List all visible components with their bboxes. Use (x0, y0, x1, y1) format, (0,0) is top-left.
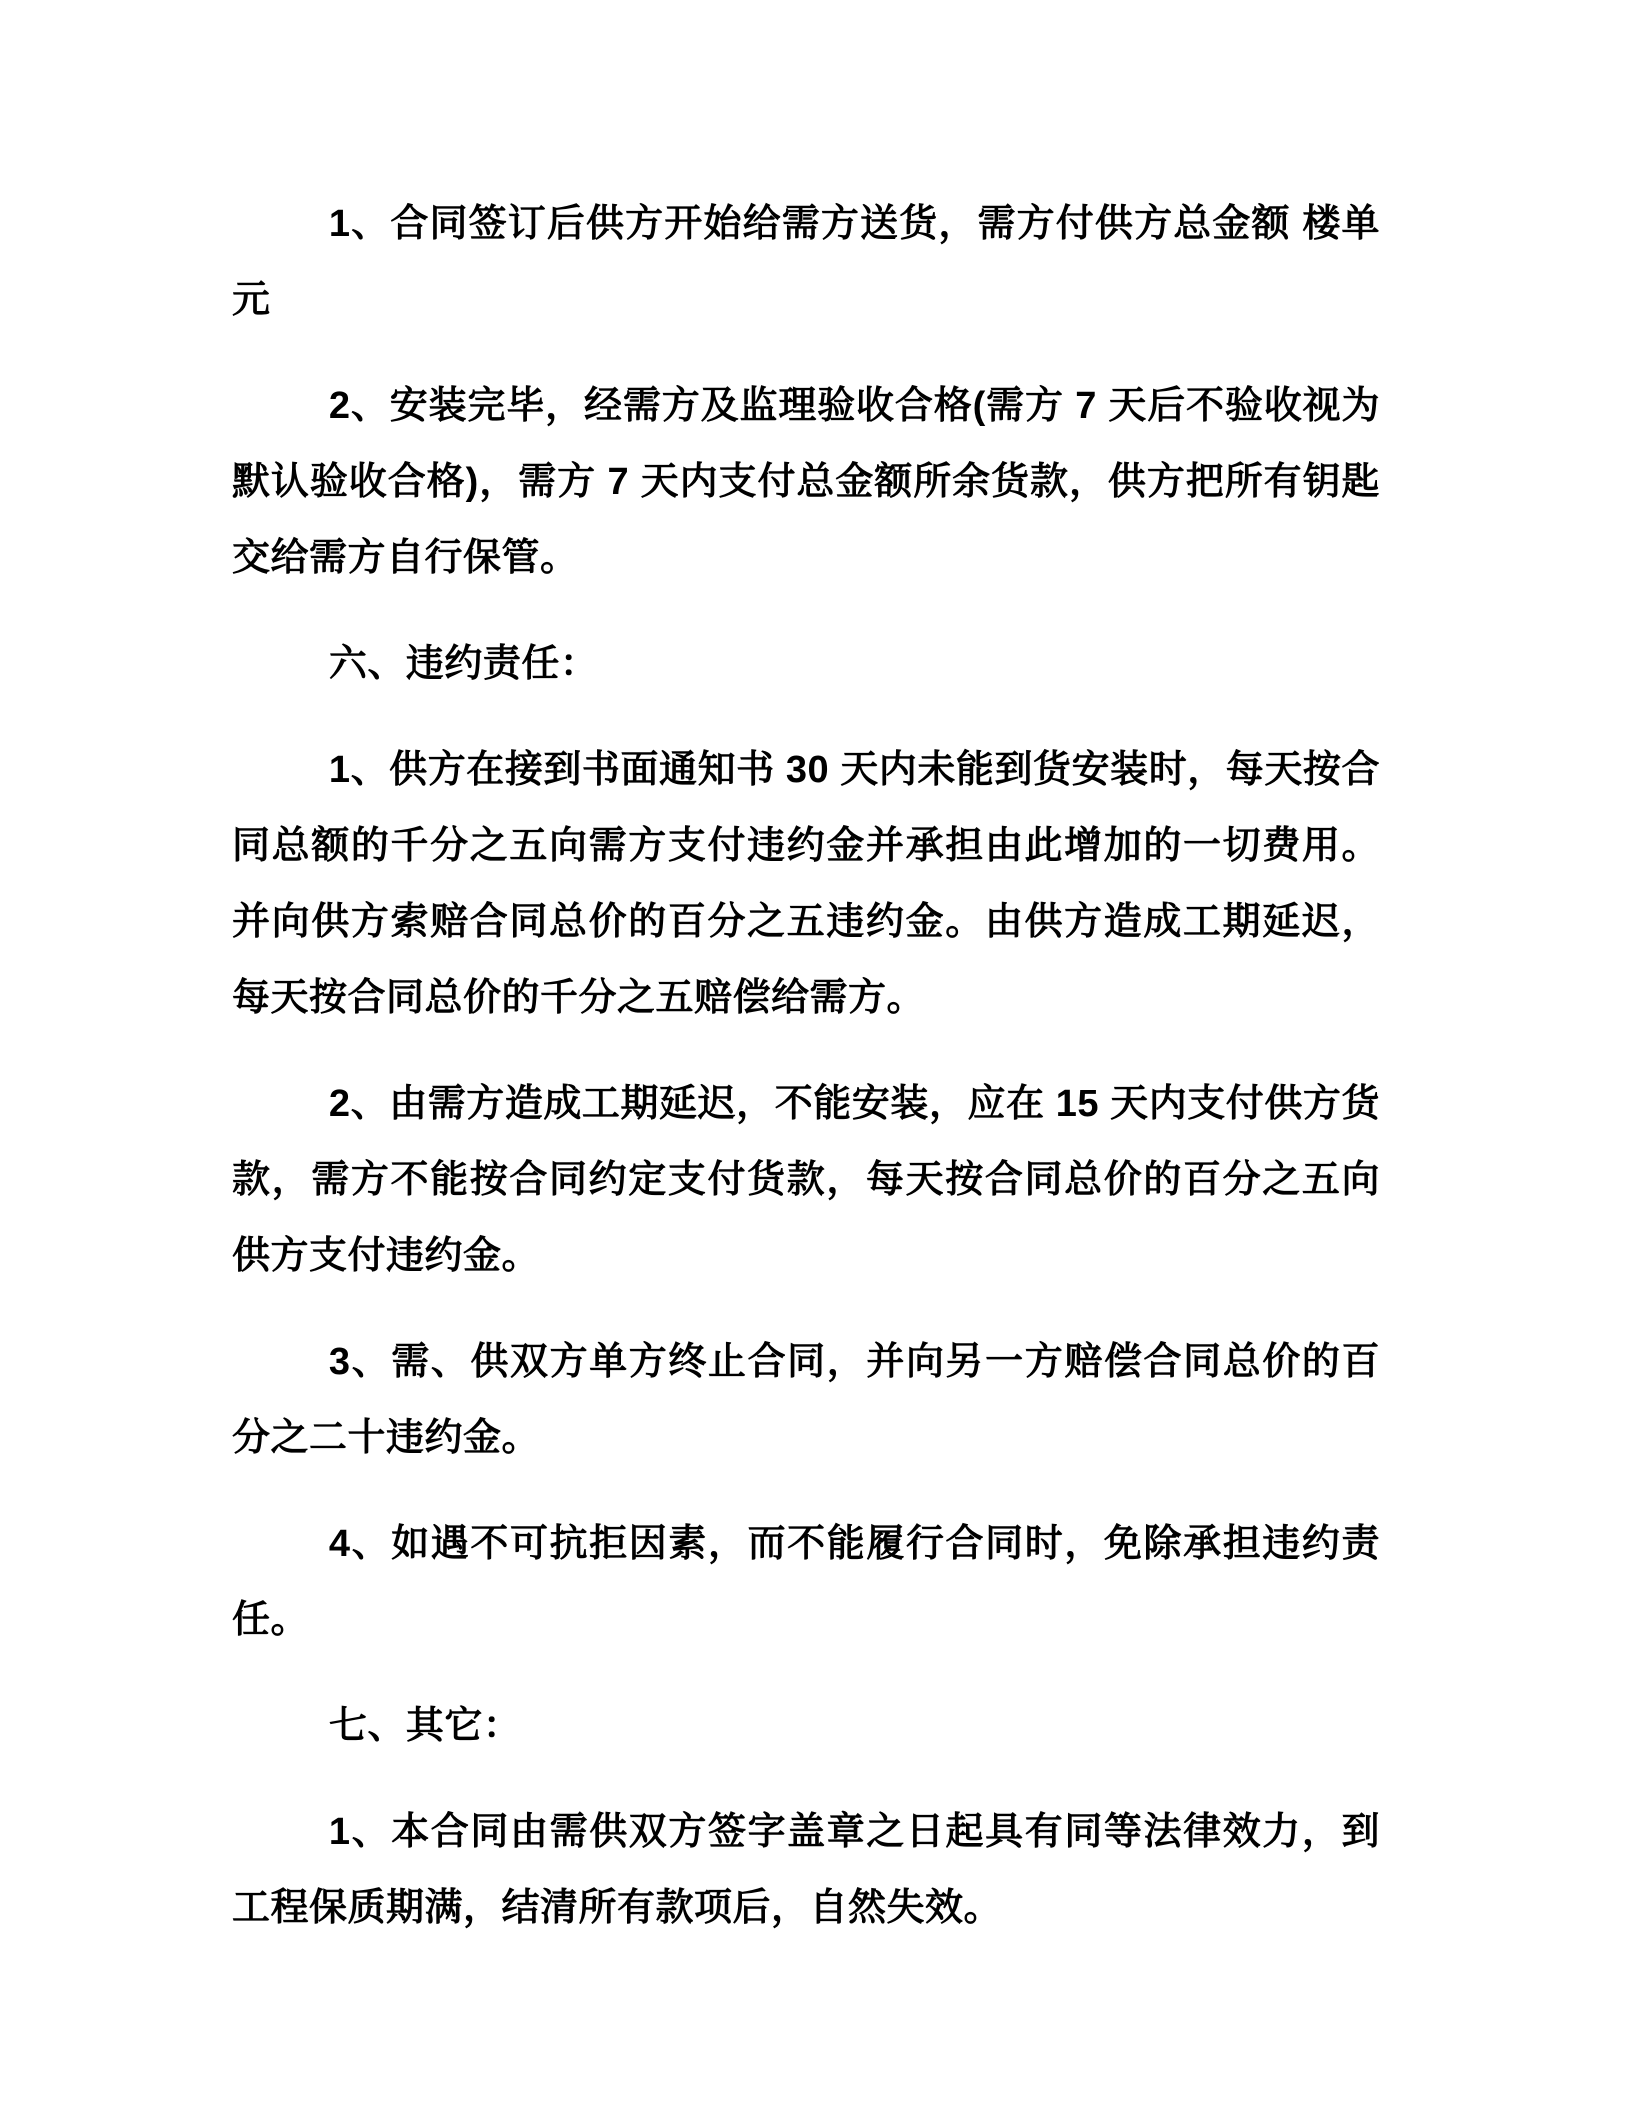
clause-paragraph: 4、如遇不可抗拒因素，而不能履行合同时，免除承担违约责任。 (232, 1523, 1380, 1641)
section-heading: 六、违约责任： (328, 643, 599, 685)
section-heading: 七、其它： (328, 1705, 522, 1747)
clause-paragraph: 2、安装完毕，经需方及监理验收合格(需方 7 天后不验收视为默认验收合格)，需方 7 天内支付总金额所余货款，供方把所有钥匙交给需方自行保管。 (232, 385, 1380, 579)
clause-paragraph: 3、需、供双方单方终止合同，并向另一方赔偿合同总价的百分之二十违约金。 (232, 1341, 1380, 1459)
clause-paragraph: 1、合同签订后供方开始给需方送货，需方付供方总金额 楼单元 (232, 203, 1380, 321)
clause-paragraph: 2、由需方造成工期延迟，不能安装，应在 15 天内支付供方货款，需方不能按合同约定支付货款，每天按合同总价的百分之五向供方支付违约金。 (232, 1083, 1380, 1277)
clause-paragraph: 1、供方在接到书面通知书 30 天内未能到货安装时，每天按合同总额的千分之五向需方支付违约金并承担由此增加的一切费用。并向供方索赔合同总价的百分之五违约金。由供方造成工期延迟，每天按合同总价的千分之五赔偿给需方。 (232, 749, 1380, 1019)
clause-paragraph: 1、本合同由需供双方签字盖章之日起具有同等法律效力，到工程保质期满，结清所有款项后，自然失效。 (232, 1811, 1380, 1929)
